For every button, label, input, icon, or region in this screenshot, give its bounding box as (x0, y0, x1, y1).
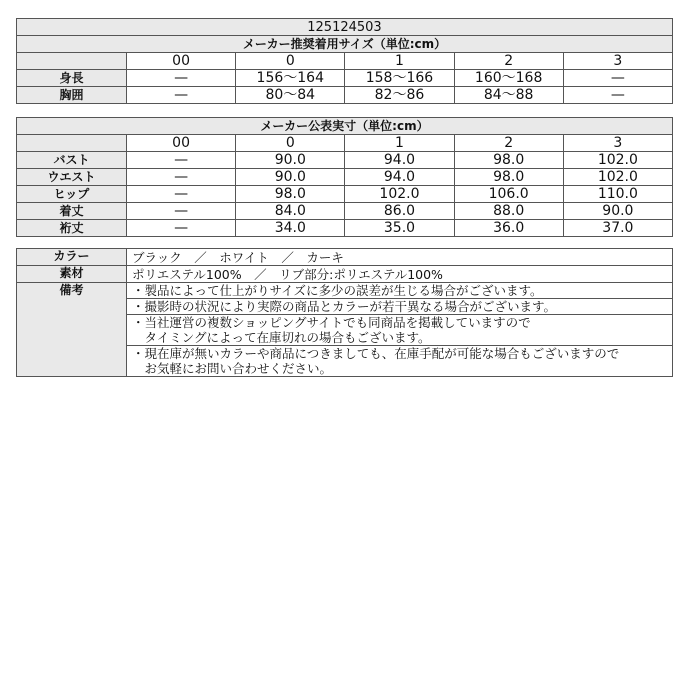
table-row (17, 186, 673, 203)
cell-value: 88.0 (454, 203, 563, 220)
size-header: 2 (454, 135, 563, 152)
table-row (17, 169, 673, 186)
note-line: ・製品によって仕上がりサイズに多少の誤差が生じる場合がございます。 (132, 283, 543, 298)
cell-value: 82～86 (345, 87, 454, 104)
notes-row (17, 283, 673, 377)
size-header: 2 (454, 53, 563, 70)
note-item (127, 283, 672, 298)
cell-value: — (127, 70, 236, 87)
size-header: 1 (345, 53, 454, 70)
cell-value: 84.0 (236, 203, 345, 220)
product-code: 125124503 (17, 19, 673, 36)
cell-value: 158～166 (345, 70, 454, 87)
size-header: 3 (563, 53, 672, 70)
corner-cell (17, 53, 127, 70)
cell-value: 84～88 (454, 87, 563, 104)
color-label: カラー (17, 249, 127, 266)
color-row (17, 249, 673, 266)
note-line: ・撮影時の状況により実際の商品とカラーが若干異なる場合がございます。 (132, 299, 557, 314)
material-value: ポリエステル100% ／ リブ部分:ポリエステル100% (127, 266, 673, 283)
note-line: ・当社運営の複数ショッピングサイトでも同商品を掲載していますので (132, 315, 531, 330)
cell-value: — (127, 220, 236, 237)
cell-value: 160～168 (454, 70, 563, 87)
cell-value: — (563, 87, 672, 104)
size-header: 0 (236, 135, 345, 152)
recommended-size-table (16, 18, 673, 104)
cell-value: — (127, 169, 236, 186)
cell-value: — (127, 203, 236, 220)
note-line: お気軽にお問い合わせください。 (132, 361, 333, 376)
note-item (127, 298, 672, 314)
cell-value: 36.0 (454, 220, 563, 237)
size-header: 0 (236, 53, 345, 70)
size-header: 00 (127, 135, 236, 152)
cell-value: 156～164 (236, 70, 345, 87)
row-label: 胸囲 (17, 87, 127, 104)
cell-value: — (127, 87, 236, 104)
row-label: ヒップ (17, 186, 127, 203)
cell-value: 94.0 (345, 152, 454, 169)
table-row (17, 203, 673, 220)
notes-cell (127, 283, 673, 377)
note-line: タイミングによって在庫切れの場合もございます。 (132, 330, 431, 345)
size-header: 3 (563, 135, 672, 152)
cell-value: 98.0 (236, 186, 345, 203)
color-value: ブラック ／ ホワイト ／ カーキ (127, 249, 673, 266)
cell-value: 98.0 (454, 169, 563, 186)
row-label: バスト (17, 152, 127, 169)
cell-value: 80～84 (236, 87, 345, 104)
cell-value: 90.0 (563, 203, 672, 220)
cell-value: 106.0 (454, 186, 563, 203)
row-label: ウエスト (17, 169, 127, 186)
cell-value: 90.0 (236, 152, 345, 169)
product-info-table (16, 248, 673, 377)
cell-value: 102.0 (563, 152, 672, 169)
cell-value: 102.0 (563, 169, 672, 186)
note-item (127, 314, 672, 345)
table-row (17, 152, 673, 169)
cell-value: 35.0 (345, 220, 454, 237)
cell-value: 94.0 (345, 169, 454, 186)
cell-value: 37.0 (563, 220, 672, 237)
note-item (127, 345, 672, 376)
actual-size-table (16, 117, 673, 237)
cell-value: 98.0 (454, 152, 563, 169)
table-row (17, 87, 673, 104)
cell-value: — (127, 186, 236, 203)
note-line: ・現在庫が無いカラーや商品につきましても、在庫手配が可能な場合もございますので (132, 346, 620, 361)
corner-cell (17, 135, 127, 152)
actual-size-title: メーカー公表実寸（単位:cm） (17, 118, 673, 135)
material-label: 素材 (17, 266, 127, 283)
size-header: 1 (345, 135, 454, 152)
row-label: 着丈 (17, 203, 127, 220)
size-header: 00 (127, 53, 236, 70)
cell-value: — (127, 152, 236, 169)
cell-value: 34.0 (236, 220, 345, 237)
cell-value: 86.0 (345, 203, 454, 220)
table-row (17, 70, 673, 87)
row-label: 裄丈 (17, 220, 127, 237)
row-label: 身長 (17, 70, 127, 87)
cell-value: — (563, 70, 672, 87)
cell-value: 110.0 (563, 186, 672, 203)
recommended-size-title: メーカー推奨着用サイズ（単位:cm） (17, 36, 673, 53)
cell-value: 102.0 (345, 186, 454, 203)
material-row (17, 266, 673, 283)
cell-value: 90.0 (236, 169, 345, 186)
notes-label: 備考 (17, 283, 127, 377)
table-row (17, 220, 673, 237)
